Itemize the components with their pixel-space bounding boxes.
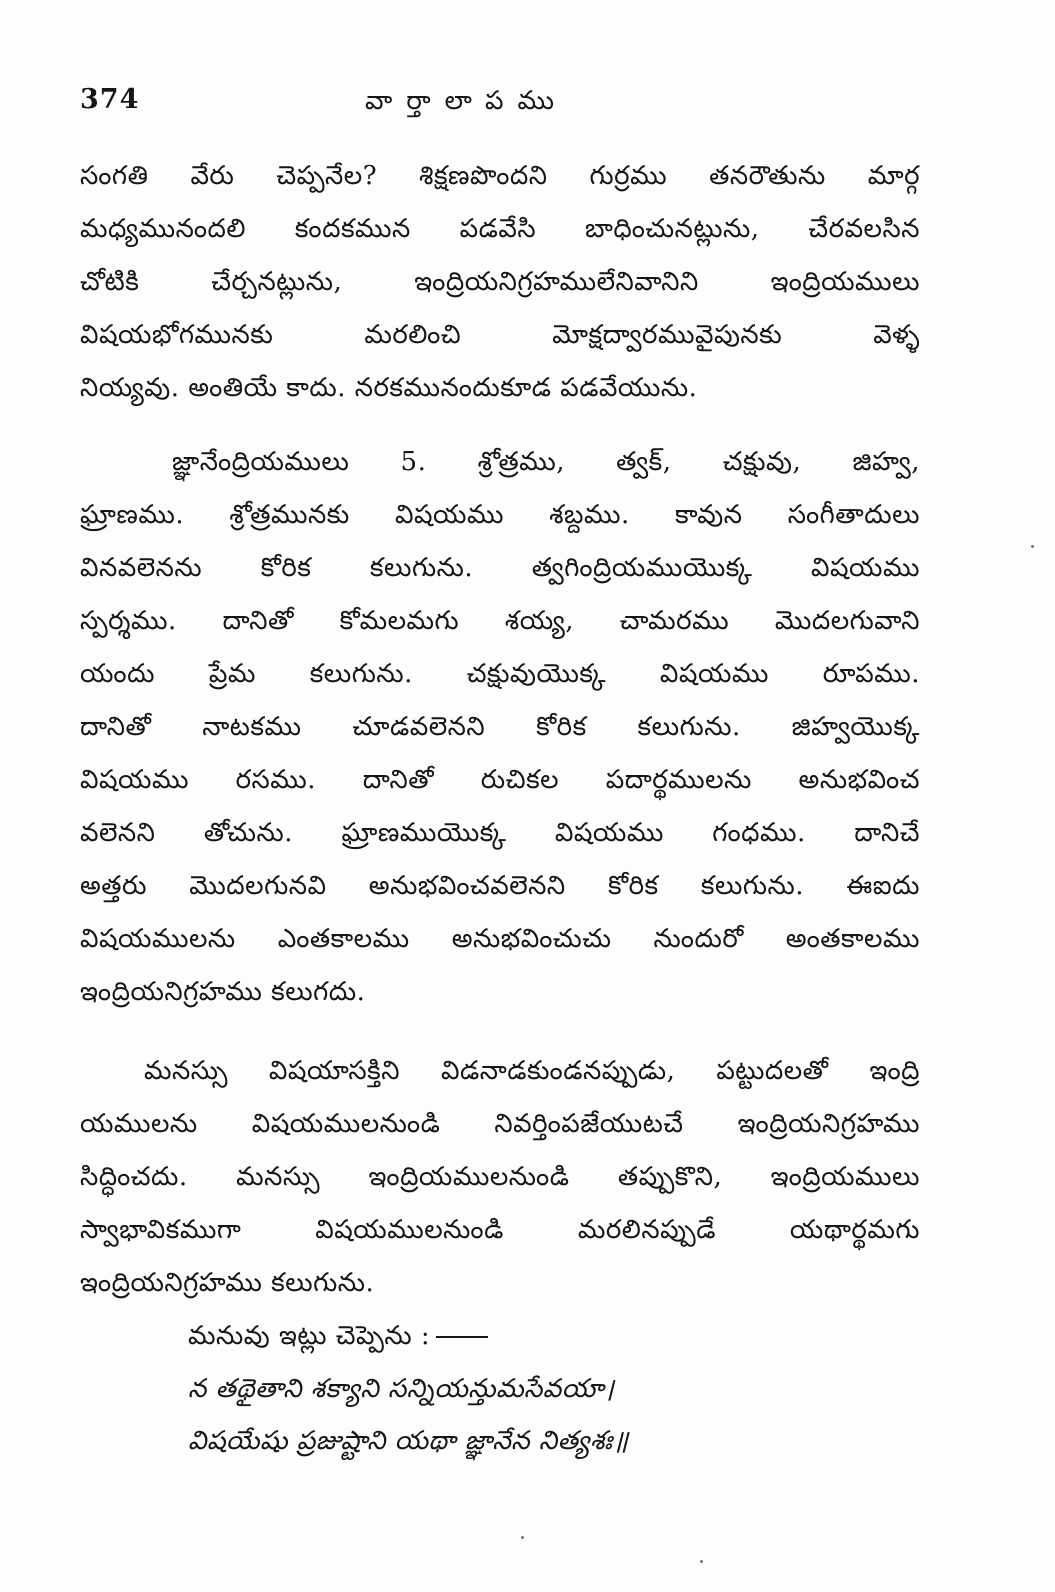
paragraph-3 (80, 1045, 920, 1310)
text-line: ఇంద్రియనిగ్రహము కలుగదు. (80, 977, 366, 1007)
text-line: యందు ప్రేమ కలుగును. చక్షువుయొక్క విషయము రూపము. (80, 659, 920, 689)
running-title: వార్తాలాపము (365, 86, 569, 116)
text-line: అత్తరు మొదలగునవి అనుభవించవలెనని కోరిక కలుగును. ఈఐదు (80, 871, 920, 901)
verse-line: విషయేషు ప్రజుష్టాని యథా జ్ఞానేన నిత్యశః॥ (188, 1426, 629, 1456)
sanskrit-verse (188, 1363, 748, 1467)
text-line: స్వాభావికముగా విషయములనుండి మరలినప్పుడే యథార్థమగు (80, 1215, 920, 1245)
paragraph-1 (80, 150, 920, 415)
scan-speck (1031, 545, 1034, 548)
text-line: మధ్యమునందలి కందకమున పడవేసి బాధించునట్లును, చేరవలసిన (80, 214, 920, 244)
quote-intro (188, 1310, 748, 1363)
text-line: నియ్యవు. అంతియే కాదు. నరకమునందుకూడ పడవేయును. (80, 373, 698, 403)
text-line: విషయభోగమునకు మరలించి మోక్షద్వారమువైపునకు వెళ్ళ (80, 320, 920, 350)
text-line: విషయములను ఎంతకాలము అనుభవించుచు నుందురో అంతకాలము (80, 924, 920, 954)
text-line: విషయము రసము. దానితో రుచికల పదార్థములను అనుభవించ (80, 765, 920, 795)
verse-line: న తథైతాని శక్యాని సన్నియన్తుమసేవయా। (188, 1374, 615, 1404)
scan-speck (521, 1536, 524, 1539)
text-line: ఇంద్రియనిగ్రహము కలుగును. (80, 1268, 375, 1298)
text-line: వలెనని తోచును. ఘ్రాణముయొక్క విషయము గంధము. దానిచే (80, 818, 920, 848)
paragraph-2 (80, 436, 920, 1019)
quote-intro-text: మనువు ఇట్లు చెప్పెను : (188, 1321, 431, 1351)
scan-speck (700, 1560, 703, 1563)
text-line: జ్ఞానేంద్రియములు 5. శ్రోత్రము, త్వక్, చక్షువు, జిహ్వ, (172, 447, 920, 477)
text-line: స్పర్శము. దానితో కోమలమగు శయ్య, చామరము మొదలగువాని (80, 606, 920, 636)
text-line: మనస్సు విషయాసక్తిని విడనాడకుండనప్పుడు, పట్టుదలతో ఇంద్రి (144, 1056, 920, 1086)
text-line: వినవలెనను కోరిక కలుగును. త్వగింద్రియముయొక్క విషయము (80, 553, 920, 583)
page-header (80, 84, 920, 128)
page-number: 374 (80, 84, 140, 115)
text-line: సంగతి వేరు చెప్పనేల? శిక్షణపొందని గుర్రము తనరౌతును మార్గ (80, 161, 920, 191)
text-line: దానితో నాటకము చూడవలెనని కోరిక కలుగును. జిహ్వయొక్క (80, 712, 920, 742)
text-line: చోటికి చేర్చనట్లును, ఇంద్రియనిగ్రహములేనివానిని ఇంద్రియములు (80, 267, 920, 297)
quote-intro-line (188, 1310, 748, 1363)
text-line: ఘ్రాణము. శ్రోత్రమునకు విషయము శబ్దము. కావున సంగీతాదులు (80, 500, 920, 530)
text-line: యములను విషయములనుండి నివర్తింపజేయుటచే ఇంద్రియనిగ్రహము (80, 1109, 920, 1139)
dash-rule (436, 1336, 488, 1338)
text-line: సిద్ధించదు. మనస్సు ఇంద్రియములనుండి తప్పుకొని, ఇంద్రియములు (80, 1162, 920, 1192)
